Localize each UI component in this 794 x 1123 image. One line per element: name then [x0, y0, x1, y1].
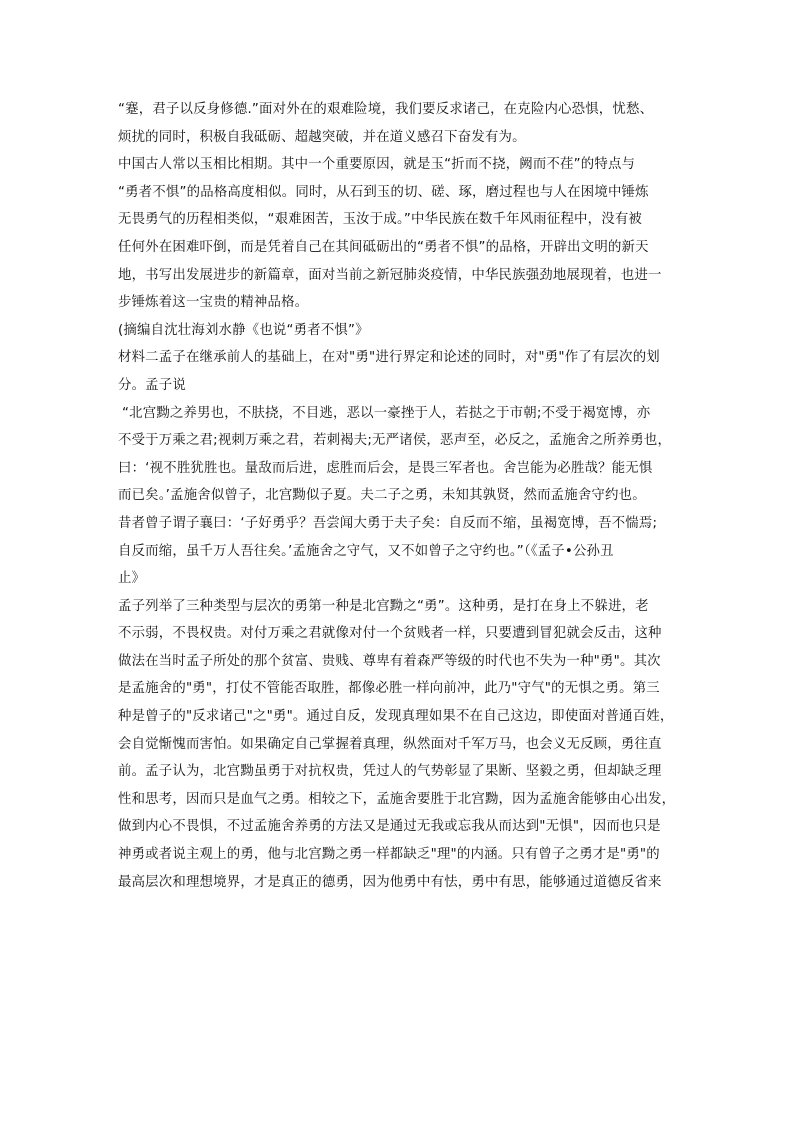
text-line: 步锤炼着这一宝贵的精神品格。 [118, 295, 309, 311]
text-line: 性和思考，因而只是血气之勇。相较之下，孟施舍要胜于北宫黝，因为孟施舍能够由心出发， [118, 791, 676, 807]
source-citation: (摘编自沈壮海刘水静《也说“勇者不惧”》 [118, 322, 369, 338]
text-line: 会自觉惭愧而害怕。如果确定自己掌握着真理，纵然面对千军万马，也会义无反顾，勇往直 [118, 736, 662, 752]
text-line: 分。孟子说 [118, 377, 186, 393]
text-line: 地，书写出发展进步的新篇章，面对当前之新冠肺炎疫情，中华民族强劲地展现着，也进一 [118, 267, 662, 283]
text-line: 做法在当时孟子所处的那个贫富、贵贱、尊卑有着森严等级的时代也不失为一种"勇"。其次 [118, 653, 661, 669]
text-line: 烦扰的同时，积极自我砥砺、超越突破，并在道义感召下奋发有为。 [118, 129, 526, 145]
text-line: 中国古人常以玉相比相期。其中一个重要原因，就是玉“折而不挠，阙而不荏”的特点与 [118, 157, 636, 173]
quote-line: 曰：‘视不胜犹胜也。量敌而后进，虑胜而后会，是畏三军者也。舍岂能为必胜哉？能无惧 [118, 460, 653, 476]
text-body [118, 96, 684, 896]
text-line: 前。孟子认为，北宫黝虽勇于对抗权贵，凭过人的气势彰显了果断、坚毅之勇，但却缺乏理 [118, 764, 662, 780]
quote-line: 昔者曾子谓子襄曰：‘子好勇乎？吾尝闻大勇于夫子矣：自反而不缩，虽褐宽博，吾不惴焉; [118, 515, 658, 531]
text-line: 不示弱，不畏权贵。对付万乘之君就像对付一个贫贱者一样，只要遭到冒犯就会反击，这种 [118, 626, 662, 642]
text-line: 神勇或者说主观上的勇，他与北宫黝之勇一样都缺乏"理"的内涵。只有曾子之勇才是"勇"的 [118, 847, 660, 863]
text-line: “勇者不惧”的品格高度相似。同时，从石到玉的切、磋、琢，磨过程也与人在困境中锤炼 [118, 184, 649, 200]
text-line: 是孟施舍的"勇"，打仗不管能否取胜，都像必胜一样向前冲，此乃"守气"的无惧之勇。第三 [118, 681, 660, 697]
text-line: 最高层次和理想境界，才是真正的德勇，因为他勇中有怯，勇中有思，能够通过道德反省来 [118, 874, 662, 890]
quote-line: 而已矣。’孟施舍似曾子，北宫黝似子夏。夫二子之勇，未知其孰贤，然而孟施舍守约也。 [118, 488, 646, 504]
text-line: 孟子列举了三种类型与层次的勇第一种是北宫黝之“勇”。这种勇，是打在身上不躲进，老 [118, 598, 649, 614]
text-line: 任何外在困难吓倒，而是凭着自己在其间砥砺出的“勇者不惧”的品格，开辟出文明的新天 [118, 239, 649, 255]
text-line: 无畏勇气的历程相类似，“艰难困苦，玉汝于成。”中华民族在数千年风雨征程中，没有被 [118, 212, 643, 228]
quote-line: 自反而缩，虽千万人吾往矣。’孟施舍之守气，又不如曾子之守约也。”（《孟子•公孙丑 [118, 543, 614, 559]
text-line: “蹇，君子以反身修德.”面对外在的艰难险境，我们要反求诸己，在克险内心恐惧，忧愁、 [118, 102, 654, 117]
quote-line: 止》 [118, 571, 146, 587]
text-line: 做到内心不畏惧，不过孟施舍养勇的方法又是通过无我或忘我从而达到"无惧"，因而也只是 [118, 819, 661, 835]
text-line: 材料二孟子在继承前人的基础上，在对"勇"进行界定和论述的同时，对"勇"作了有层次的划 [118, 350, 660, 366]
quote-line: “北宫黝之养男也，不肤挠，不目逃，恶以一豪挫于人，若挞之于市朝;不受于褐宽博，亦 [122, 405, 651, 421]
quote-line: 不受于万乘之君;视刺万乘之君，若刺褐夫;无严诸侯，恶声至，必反之，孟施舍之所养勇也， [118, 433, 672, 449]
text-line: 种是曾子的"反求诸己"之"勇"。通过自反，发现真理如果不在自己这边，即使面对普通百姓， [118, 709, 674, 725]
